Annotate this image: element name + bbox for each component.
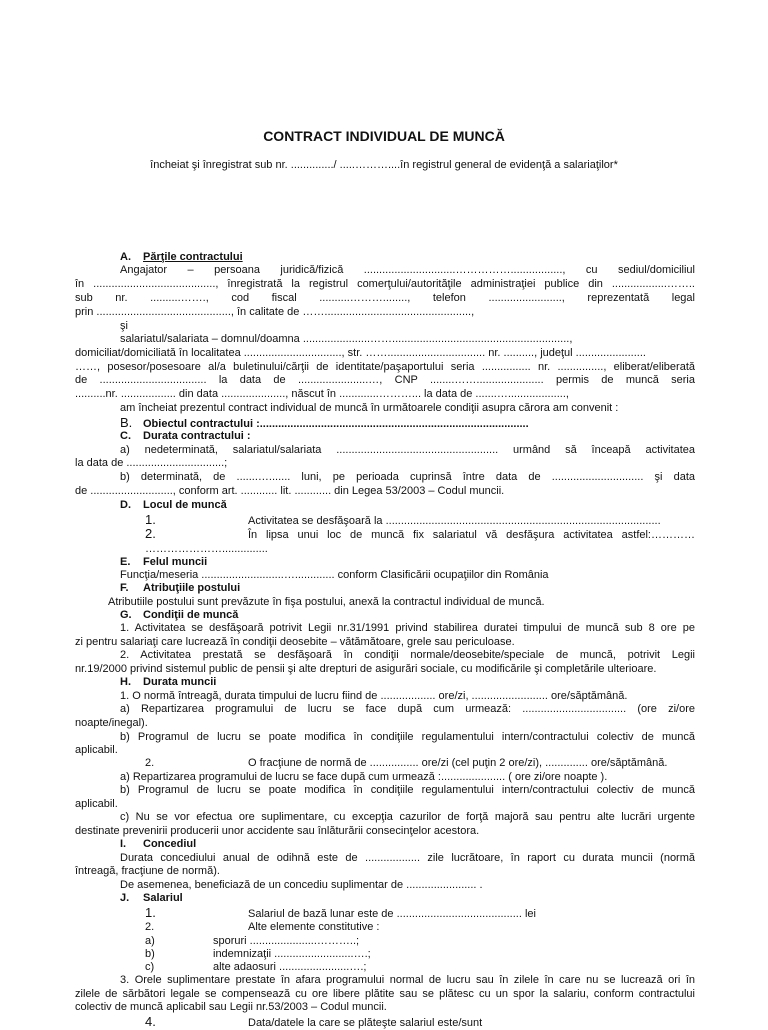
section-j-line: Data/datele la care se plăteşte salariul este/sunt [248,1017,483,1029]
section-c-line: a) nedeterminată, salariatul/salariata ..................................................... urmând să înceapă activitatea [120,444,695,456]
document-title: CONTRACT INDIVIDUAL DE MUNCĂ [263,128,505,144]
section-h-line: aplicabil. [75,798,118,810]
section-c-line: la data de ................................; [75,457,228,469]
section-b-heading: B. Obiectul contractului :........................................................................................ [120,415,529,430]
section-c-heading: C. Durata contractului : [120,430,251,442]
item-number: 4. [145,1014,156,1029]
section-j-line: sporuri ......................………..; [213,935,360,947]
section-c-line: b) determinată, de .......…....... luni, pe perioada cuprinsă între data de .............................. şi data [120,471,695,483]
section-a-line: ..........nr. .................. din data ....................., născut în .............………... la data de .......…..................., [75,388,569,400]
section-i-line: De asemenea, beneficiază de un concediu suplimentar de ....................... . [120,879,483,891]
section-g-heading: G. Condiţii de muncă [120,609,239,621]
section-f-line: Atributiile postului sunt prevăzute în fişa postului, anexă la contractul individual de muncă. [108,596,545,608]
registration-line: încheiat şi înregistrat sub nr. ............../ .....………....în registrul general de evidenţă a salariaţilor* [150,159,618,171]
item-number: 1. [145,512,156,527]
section-a-line: în ........................................, înregistrată la registrul comerţului/autorităţile administraţiei publice din ..................…….. [75,278,695,290]
section-j-heading: J. Salariul [120,892,183,904]
section-i-line: întreagă, fracţiune de normă). [75,865,220,877]
section-d-line: În lipsa unui loc de muncă fix salariatul vă desfăşura activitatea astfel:………… [248,529,695,541]
item-number: 1. [145,905,156,920]
section-h-line: 1. O normă întreagă, durata timpului de lucru fiind de .................. ore/zi, ......................... ore/săptămână. [120,690,628,702]
section-h-line: noapte/inegal). [75,717,148,729]
section-h-line: destinate prevenirii producerii unor accidente sau înlăturării consecinţelor acestora. [75,825,480,837]
item-letter: b) [145,948,155,960]
item-number: 2. [145,526,156,541]
section-c-line: de ..........................., conform art. ............ lit. ............ din Legea 53/2003 – Codul muncii. [75,485,505,497]
section-h-line: b) Programul de lucru se poate modifica în condiţiile regulamentului intern/contractului colectiv de muncă [120,784,695,796]
section-a-line: salariatul/salariata – domnul/doamna ......................…….........................................................., [120,333,573,345]
section-a-line: Angajator – persoana juridică/fizică ..............................……………................., cu sediul/domiciliul [120,264,695,276]
section-a-line: de ................................... la data de .......................…, CNP ........……...................... permis de muncă seria [75,374,695,386]
section-i-heading: I. Concediul [120,838,197,850]
section-a-heading: A. Părţile contractului [120,251,243,263]
section-e-line: Funcţia/meseria ...........................…............. conform Clasificării ocupaţiilor din România [120,569,549,581]
section-d-heading: D. Locul de muncă [120,499,227,511]
section-d-line: Activitatea se desfăşoară la .......................................................................................... [248,515,661,527]
section-j-line: colectiv de muncă aplicabil sau Legii nr.53/2003 – Codul muncii. [75,1001,387,1013]
section-e-heading: E. Felul muncii [120,556,208,568]
section-a-line: prin ............................................, în calitate de ……................................................, [75,306,475,318]
section-d-line: …………………............... [145,543,268,555]
section-j-line: 3. Orele suplimentare prestate în afara programului normal de lucru sau în zilele în care nu se lucrează ori în [120,974,695,986]
item-number: 2. [145,757,155,769]
section-j-line: alte adaosuri .......................….; [213,961,367,973]
section-h-line: aplicabil. [75,744,118,756]
section-h-heading: H. Durata muncii [120,676,217,688]
section-g-line: 1. Activitatea se desfăşoară potrivit Legii nr.31/1991 privind stabilirea duratei timpului de muncă sub 8 ore pe [120,622,695,634]
section-a-line: am încheiat prezentul contract individual de muncă în următoarele condiţii asupra cărora am convenit : [120,402,619,414]
section-a-line: sub nr. ..........……., cod fiscal ..........………........, telefon ........................, reprezentată legal [75,292,695,304]
section-g-line: 2. Activitatea prestată se desfăşoară în condiţii normale/deosebite/speciale de muncă, potrivit Legii [120,649,695,661]
section-j-line: indemnizaţii ..........................….; [213,948,371,960]
section-a-line: domiciliat/domiciliată în localitatea ................................, str. ……................................ nr. .........., judeţul ....................... [75,347,646,359]
section-a-line: şi [120,320,128,332]
item-letter: c) [145,961,155,973]
item-letter: a) [145,935,155,947]
section-h-line: b) Programul de lucru se poate modifica în condiţiile regulamentului intern/contractului colectiv de muncă [120,731,695,743]
section-g-line: zi pentru salariaţi care lucrează în condiţii deosebite – vătămătoare, grele sau periculoase. [75,636,515,648]
section-h-line: O fracţiune de normă de ................ ore/zi (cel puţin 2 ore/zi), .............. ore/săptămână. [248,757,668,769]
section-f-heading: F. Atribuţiile postului [120,582,241,594]
section-j-line: Alte elemente constitutive : [248,921,380,933]
section-h-line: a) Repartizarea programului de lucru se face după cum urmează :..................... ( ore zi/ore noapte ). [120,771,608,783]
section-h-line: c) Nu se vor efectua ore suplimentare, cu excepţia cazurilor de forţă majoră sau pentru alte lucrări urgente [120,811,695,823]
section-g-line: nr.19/2000 privind sistemul public de pensii şi alte drepturi de asigurări sociale, cu modificările şi completările ulterioare. [75,663,657,675]
section-h-line: a) Repartizarea programului de lucru se face după cum urmează: .................................. (ore zi/ore [120,703,695,715]
section-j-line: zilele de sărbători legale se compensează cu ore libere plătite sau se plătesc cu un spor la salariu, conform contractului [75,988,695,1000]
section-a-line: ……, posesor/posesoare al/a buletinului/cărţii de identitate/paşaportului seria ................ nr. ..............., eliberat/eliberată [75,361,695,373]
section-j-line: Salariul de bază lunar este de ......................................... lei [248,908,536,920]
item-number: 2. [145,921,155,933]
section-i-line: Durata concediului anual de odihnă este de .................. zile lucrătoare, în raport cu durata muncii (normă [120,852,695,864]
